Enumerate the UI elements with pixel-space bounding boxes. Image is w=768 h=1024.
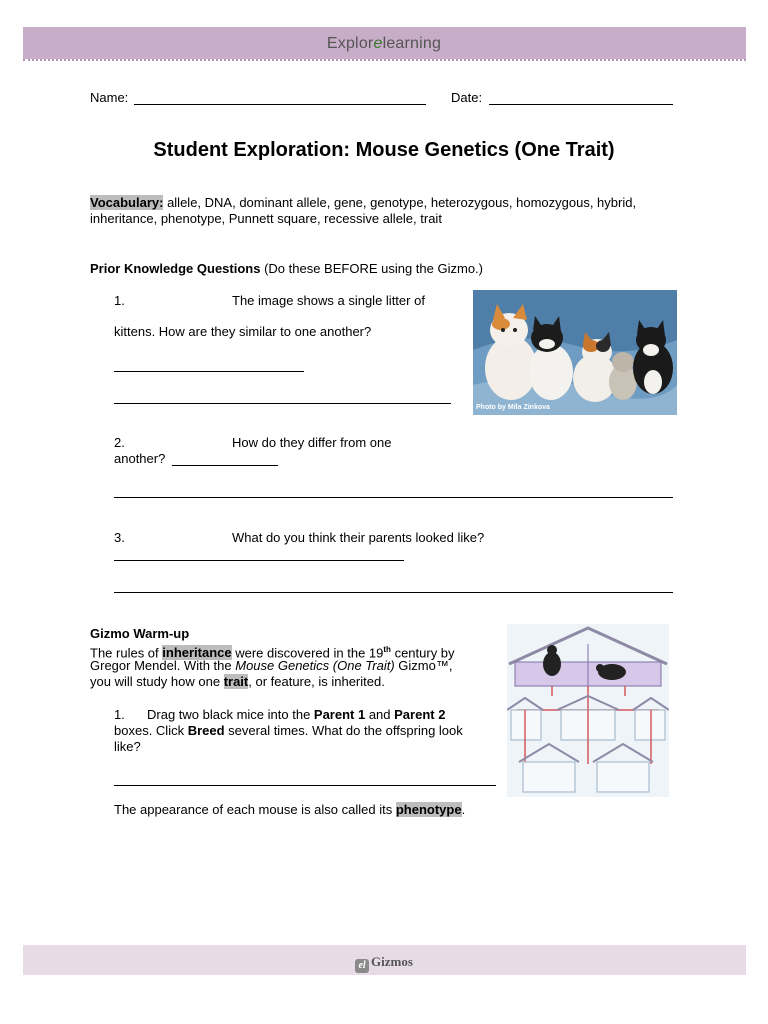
phenotype-sentence: The appearance of each mouse is also called its phenotype. <box>114 802 466 817</box>
question-3-number: 3. <box>114 530 125 545</box>
name-field[interactable] <box>134 104 426 105</box>
answer-line[interactable] <box>114 403 451 404</box>
question-2-number: 2. <box>114 435 125 450</box>
vocabulary <box>90 195 690 227</box>
answer-line[interactable] <box>114 592 673 593</box>
question-3-text: What do you think their parents looked like? <box>232 530 485 545</box>
brand-logo: Explorelearning <box>326 35 442 52</box>
answer-line[interactable] <box>172 465 278 466</box>
question-1-number: 1. <box>114 293 125 308</box>
prior-knowledge-heading: Prior Knowledge Questions (Do these BEFORE using the Gizmo.) <box>90 261 483 276</box>
question-1-text: The image shows a single litter of <box>232 293 425 308</box>
vocabulary-text: allele, DNA, dominant allele, gene, genotype, heterozygous, homozygous, hybrid, inheritance, phenotype, Punnett square, recessive allele, trait <box>90 195 637 226</box>
question-2-text-cont: another? <box>114 451 166 466</box>
answer-line[interactable] <box>114 785 496 786</box>
warmup-line-3: you will study how one trait, or feature, is inherited. <box>90 674 385 689</box>
warmup-line-2: Gregor Mendel. With the Mouse Genetics (One Trait) Gizmo™, <box>90 658 453 673</box>
gizmos-logo-icon: el <box>355 959 369 973</box>
date-label: Date: <box>451 90 483 105</box>
warmup-question-1-line-3: like? <box>114 739 141 754</box>
vocabulary-label: Vocabulary: <box>90 195 164 210</box>
answer-line[interactable] <box>114 560 404 561</box>
warmup-line-1: The rules of inheritance were discovered in the 19th century by <box>90 645 455 661</box>
name-label: Name: <box>90 90 129 105</box>
question-1-text-cont: kittens. How are they similar to one another? <box>114 324 372 339</box>
photo-credit: Photo by Mila Zinkova <box>476 404 550 411</box>
question-2-text: How do they differ from one <box>232 435 392 450</box>
date-field[interactable] <box>489 104 673 105</box>
footer-logo: el Gizmos <box>0 954 768 973</box>
header-divider <box>23 59 746 61</box>
answer-line[interactable] <box>114 371 304 372</box>
warmup-question-1-line-1: Drag two black mice into the Parent 1 and Parent 2 <box>147 707 446 722</box>
warmup-question-1-number: 1. <box>114 707 125 722</box>
page-title: Student Exploration: Mouse Genetics (One Trait) <box>153 139 615 161</box>
gizmo-breeding-diagram <box>507 624 669 797</box>
warmup-heading: Gizmo Warm-up <box>90 626 190 641</box>
answer-line[interactable] <box>114 497 673 498</box>
kittens-photo <box>473 290 677 415</box>
warmup-question-1-line-2: boxes. Click Breed several times. What do the offspring look <box>114 723 463 738</box>
